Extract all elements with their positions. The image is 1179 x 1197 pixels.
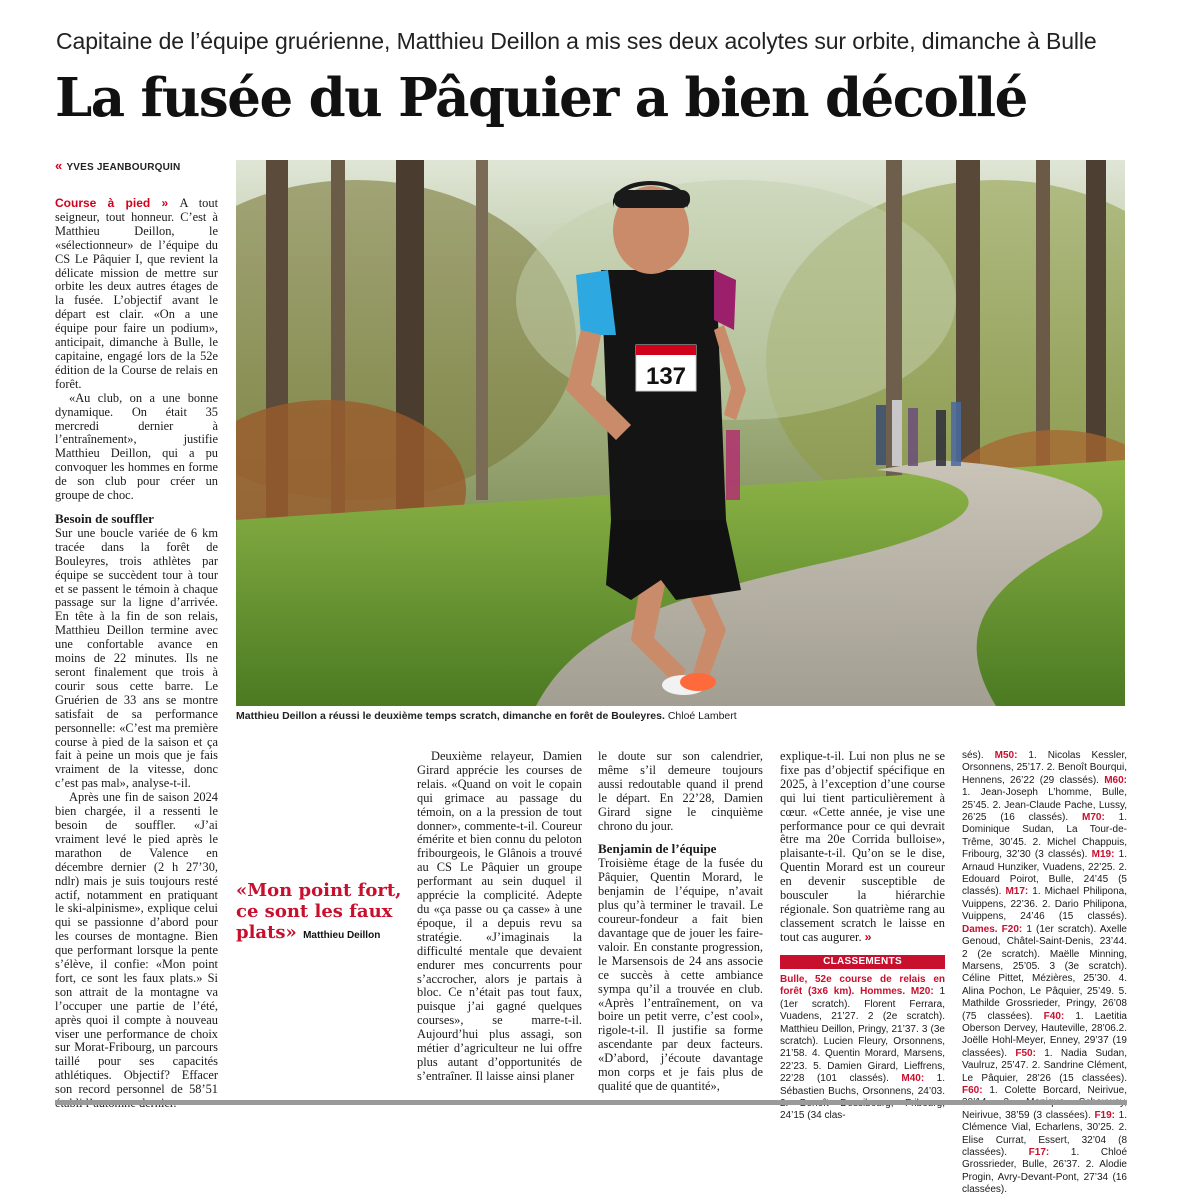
paragraph-text: A tout seigneur, tout honneur. C’est à Matthieu Deillon, le «sélectionneur» de l’équipe du CS Le Pâquier I, que revient la délicate mission de mettre sur orbite les deux autres étages de la fusée. L’objectif avant le départ est clair. «On a une équipe pour faire un podium», anticipait, dimanche à Bulle, le capitaine, engagé lors de la 52e édition de la Course de relais en forêt. — [55, 196, 219, 391]
results-m20: 1 (1er scratch). Florent Ferrara, Vuadens, 21’27. 2 (2e scratch). Matthieu Deillon, Pringy, 21’37. 3 (3e scratch). Lucien Fleury, Orsonnens, 21’58. 4. Quentin Morard, Marsens, 22’23. 5. Damien Girard, Lieffrens, 22’28 (101 classés). — [780, 986, 946, 1085]
results-f60: 1. Colette Borcard, Neirivue, Neirivue, 38’59 (3 classées). — [962, 1084, 1127, 1121]
category-label: F40: — [1043, 1010, 1065, 1022]
subheading: Benjamin de l’équipe — [598, 841, 717, 857]
results-m19: 1. Arnaud Hunziker, Vuadens, 22’25. 2. Edouard Poirot, Bulle, 24’45 (5 classés). — [962, 849, 1128, 898]
category-label: Dames. F20: — [962, 923, 1023, 935]
quote-text: «Mon point fort, ce sont les faux plats» — [236, 880, 402, 943]
paragraph-text: explique-t-il. Lui non plus ne se fixe pas d’objectif spécifique en 2025, à l’exception d’une course qui lui tient particulièrement à cœur. «Cette année, je vise une performance pour ce qui devrait être ma 20e Corrida bulloise», plaisante-t-il. Qu’on se le dise, Quentin Morard est un coureur en devenir susceptible de bousculer la hiérarchie régionale. Son quatrième rang au classement scratch le laisse en tout cas augurer. — [780, 749, 945, 944]
category-label: F60: — [962, 1084, 983, 1096]
paragraph: Sur une boucle variée de 6 km tracée dans la forêt de Bouleyres, trois athlètes par équipe se succèdent tour à tour et se passent le témoin à chaque passage sur la ligne d’arrivée. En tête à la fin de son relais, Matthieu Deillon termine avec une confortable avance en moins de 22 minutes. Ils ne seront finalement que trois à courir sous cette barre. Le Gruérien de 33 ans se montre satisfait de sa performance personnelle: «C’est ma première course à pied de la saison et ça fait à peine un mois que je fais vraiment de la vitesse, donc c’est pas mal», analyse-t-il. — [55, 525, 218, 791]
article-column-1 — [55, 197, 218, 1111]
article-column-2 — [417, 750, 582, 1084]
end-mark-icon: » — [864, 929, 872, 944]
results-f20: 1 (1er scratch). Axelle Genoud, Châtel-Saint-Denis, 23’44. 2 (2e scratch). Maëlle Minning, Marsens, 25’05. 3 (3e scratch). Céline Pittet, Mézières, 25’30. 4. Alina Pochon, Le Pâquier, 25’49. 5. Mathilde Grossrieder, Pringy, 26’08 (75 classées). — [962, 923, 1127, 1022]
category-label: F17: — [1028, 1147, 1050, 1158]
caption-text: Matthieu Deillon a réussi le deuxième temps scratch, dimanche en forêt de Bouleyres. — [236, 710, 665, 722]
category-label: M17: — [1005, 886, 1029, 898]
category-label: F50: — [1015, 1047, 1036, 1059]
paragraph: le doute sur son calendrier, même s’il demeure toujours aussi redoutable quand il prend le départ. En 22’28, Damien Girard signe le cinquième chrono du jour. — [598, 749, 763, 833]
bib-number: 137 — [645, 363, 687, 390]
paragraph: Après une fin de saison 2024 bien chargée, il a ressenti le besoin de souffler. «J’ai vraiment levé le pied après le marathon de Valence en décembre dernier (2 h 27’30, ndlr) mais je suis toujours resté actif, notamment en pratiquant le ski-alpinisme», explique celui qui se passionne d’abord pour les courses de montagne. Bien que performant lorsque la pente s’élève, il confie: «Mon point fort, ce sont les faux plats.» Si son attrait de la montagne va l’occuper une partie de l’été, après quoi il compte à nouveau viser une performance de choix sur Morat-Fribourg, un parcours taillé pour ses capacités athlétiques. Objectif? Effacer son record personnel de 58’51 — [55, 790, 218, 1097]
author-name: YVES JEANBOURQUIN — [66, 162, 181, 173]
article-column-3 — [598, 750, 763, 1094]
kicker: Capitaine de l’équipe gruérienne, Matthieu Deillon a mis ses deux acolytes sur orbite, dimanche à Bulle — [56, 28, 1097, 54]
subheading: Besoin de souffler — [55, 510, 154, 526]
results-m70: 1. Dominique Sudan, La Tour-de-Trême, 30’45. 2. Michel Chappuis, Fribourg, 32’30 (3 classés). — [962, 812, 1128, 861]
category-label: M19: — [1091, 849, 1115, 861]
results-m50: 1. Nicolas Kessler, Orsonnens, 25’17. 2. Benoît Bourqui, Hennens, 26’22 (29 classés). — [962, 750, 1128, 786]
paragraph: Deuxième relayeur, Damien Girard apprécie les courses de relais. «Quand on voit le copain qui grimace au passage du témoin, on a la pression de tout donner», commente-t-il. Coureur émérite et bien connu du peloton fribourgeois, le Glânois a trouvé au CS Le Pâquier un groupe performant au sein duquel il apprécie la complicité. Adepte du «ça passe ou ça casse» à une époque, il a depuis revu sa stratégie. «J’imaginais la difficulté mentale que devaient endurer mes concurrents pour s’accrocher, alors je partais à bloc. Ce n’était pas tout faux, puisque j’ai gagné quelques courses», se marre-t-il. Aujourd’hui plus assagi, son métier d’agriculteur ne lui offre plus autant d’opportunités de s’entraîner. Il laisse ainsi planer — [417, 749, 582, 1083]
bottom-rule — [55, 1100, 1127, 1105]
results-m40: 1. Sébastien Buchs, Orsonnens, 24’03. 24’15 (34 clas- — [780, 1073, 945, 1122]
category-label: F19: — [1094, 1109, 1116, 1121]
article-column-4 — [780, 750, 945, 945]
photo-caption — [236, 710, 1125, 722]
category-label: M40: — [901, 1073, 925, 1085]
category-label: M70: — [1082, 812, 1105, 824]
paragraph — [780, 750, 945, 945]
lead-paragraph — [55, 197, 218, 392]
chevron-right-icon: » — [150, 196, 180, 210]
results-part-2 — [962, 750, 1127, 1197]
pull-quote — [236, 880, 406, 946]
paragraph: Troisième étage de la fusée du Pâquier, Quentin Morard, le benjamin de l’équipe, n’avait plus qu’à terminer le travail. Le coureur-fondeur a fait bien davantage que de jouer les faire-valoir. En constante progression, le Marsensois de 24 ans associe ce succès à cette ambiance sympa qu’il a trouvée en club. «Après l’entraînement, on va boire un petit verre, c’est cool», rigole-t-il. Il justifie sa forme ascendante par deux facteurs. «D’abord, j’écoute davantage mon corps et je fais plus de qualité que de quantité», — [598, 856, 763, 1093]
results-f19: 1. Clémence Vial, Echarlens, 30’25. 2. Elise Currat, Essert, 32’04 (8 classées). — [962, 1109, 1128, 1158]
results-f17: 1. Chloé Grossrieder, Bulle, 26’37. 2. Alodie Progin, Avry-Devant-Pont, 27’34 (16 classées). — [962, 1147, 1128, 1196]
category-label: M60: — [1104, 774, 1127, 786]
paragraph: «Au club, on a une bonne dynamique. On était 35 mercredi dernier à l’entraînement», justifie Matthieu Deillon, qui a pu convoquer les hommes en forme de son club pour créer un groupe de choc. — [55, 390, 218, 503]
results-cont: sés). — [962, 750, 984, 761]
byline — [55, 158, 180, 173]
chevron-left-icon: « — [55, 158, 63, 173]
results-f40: 1. Laetitia Oberson Dervey, Hauteville, 28’06.2. Joëlle Hohl-Meyer, Enney, 29’37 (19 classées). — [962, 1010, 1127, 1059]
results-m17: 1. Michael Philipona, Vuippens, 22’36. 2. Dario Philipona, Vuippens, 24’46 (15 classés). — [962, 886, 1128, 923]
runner-photo-illustration — [236, 160, 1125, 706]
quote-author: Matthieu Deillon — [303, 930, 381, 941]
results-f50: 1. Nadia Sudan, Vaulruz, 25’47. 2. Sandrine Clément, Le Pâquier, 28’26 (15 classées). — [962, 1047, 1128, 1084]
rubric-label: Course à pied — [55, 196, 151, 210]
photo-credit: Chloé Lambert — [667, 710, 737, 722]
results-m60: 1. Jean-Joseph L’homme, Bulle, 25’45. 2. Jean-Claude Pache, Lussy, 26’25 (16 classés). — [962, 787, 1127, 824]
category-label: M50: — [994, 750, 1018, 761]
results-lead: Bulle, 52e course de relais en forêt (3x6 km). Hommes. M20: — [780, 974, 945, 998]
headline: La fusée du Pâquier a bien décollé — [55, 67, 1027, 129]
classements-banner: CLASSEMENTS — [780, 955, 945, 969]
article-photo — [236, 160, 1125, 706]
